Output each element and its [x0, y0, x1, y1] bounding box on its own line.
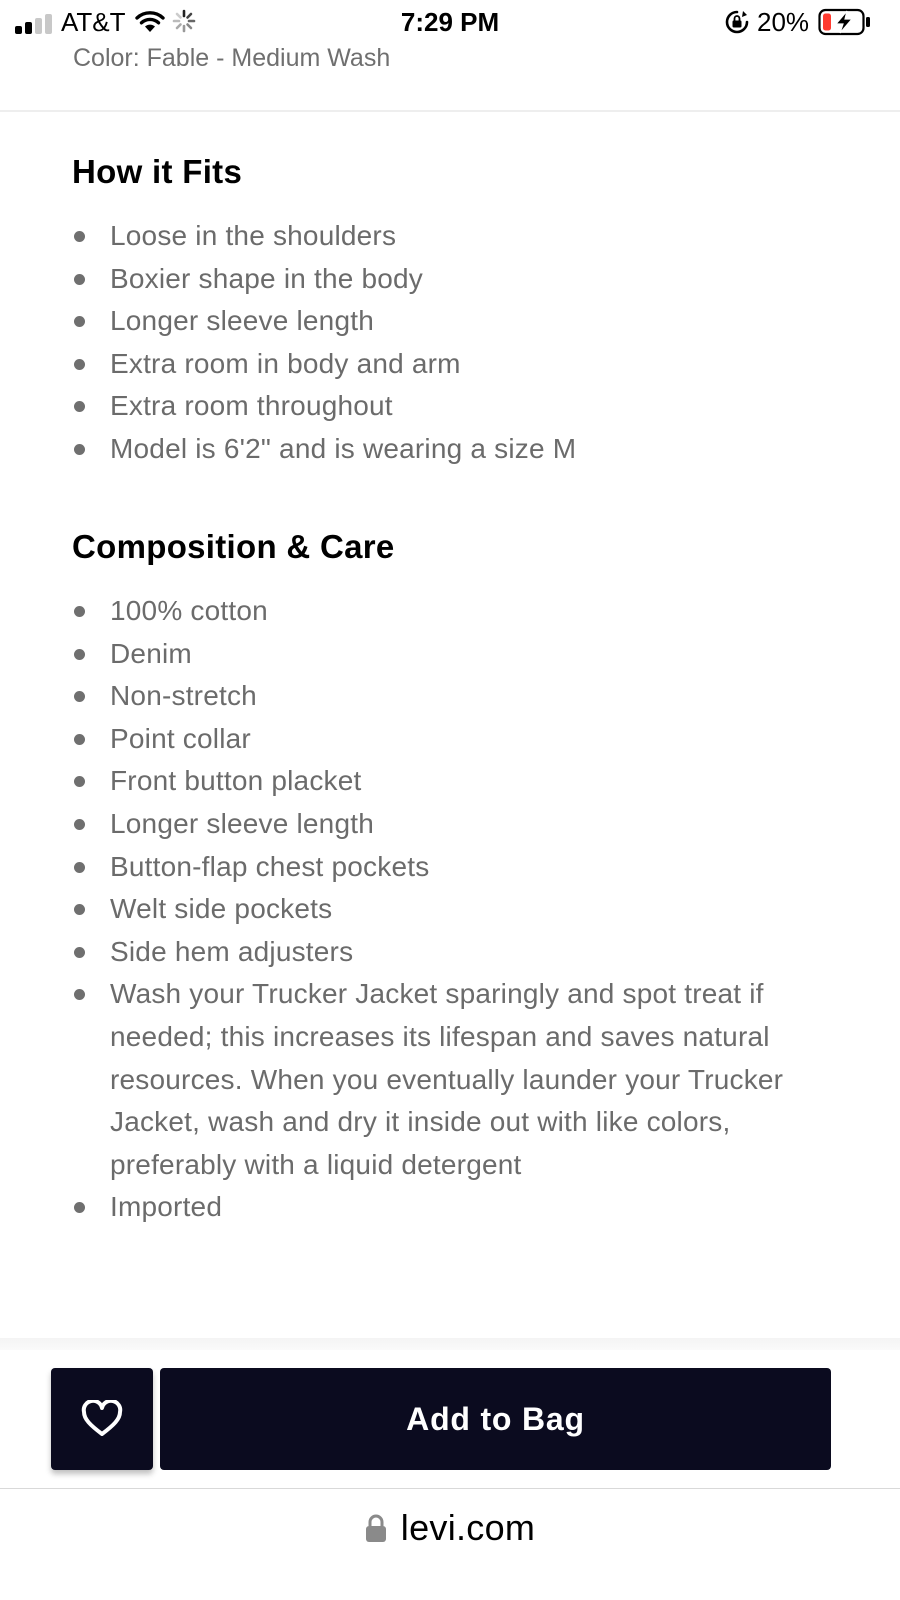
how-it-fits-list: [72, 215, 832, 471]
battery-percentage: 20%: [757, 7, 810, 37]
list-item: Boxier shape in the body: [72, 258, 832, 301]
list-item: Loose in the shoulders: [72, 215, 832, 258]
bullet-icon: [74, 316, 85, 327]
composition-care-list: [72, 590, 832, 1229]
list-item: Welt side pockets: [72, 888, 832, 931]
bullet-icon: [74, 606, 85, 617]
bullet-icon: [74, 904, 85, 915]
composition-care-heading: Composition & Care: [72, 528, 395, 565]
bullet-icon: [74, 231, 85, 242]
bullet-icon: [74, 691, 85, 702]
status-clock: 7:29 PM: [400, 7, 500, 37]
url-text[interactable]: levi.com: [400, 1507, 536, 1548]
list-item: Extra room in body and arm: [72, 343, 832, 386]
browser-url-bar[interactable]: [0, 1488, 900, 1600]
url-display[interactable]: [0, 1507, 900, 1549]
add-to-bag-button[interactable]: Add to Bag: [160, 1368, 831, 1470]
product-color-label: Color: Fable - Medium Wash: [73, 44, 391, 72]
action-bar-divider: [0, 1338, 900, 1350]
bullet-icon: [74, 947, 85, 958]
bullet-icon: [74, 359, 85, 370]
bullet-icon: [74, 649, 85, 660]
list-item: Wash your Trucker Jacket sparingly and spot treat if needed; this increases its lifespan and saves natural resources. When you eventually launder your Trucker Jacket, wash and dry it inside out with like colors, preferably with a liquid detergent: [72, 973, 832, 1186]
list-item: Extra room throughout: [72, 385, 832, 428]
list-item: 100% cotton: [72, 590, 832, 633]
bullet-icon: [74, 776, 85, 787]
list-item: Longer sleeve length: [72, 300, 832, 343]
status-bar: [0, 0, 900, 44]
list-item: Front button placket: [72, 760, 832, 803]
how-it-fits-heading: How it Fits: [72, 153, 243, 190]
lock-icon: [365, 1513, 387, 1543]
heart-icon: [81, 1400, 123, 1438]
bullet-icon: [74, 1202, 85, 1213]
bullet-icon: [74, 734, 85, 745]
list-item: Model is 6'2" and is wearing a size M: [72, 428, 832, 471]
bullet-icon: [74, 989, 85, 1000]
list-item: Non-stretch: [72, 675, 832, 718]
list-item: Button-flap chest pockets: [72, 846, 832, 889]
bullet-icon: [74, 819, 85, 830]
list-item: Imported: [72, 1186, 832, 1229]
bullet-icon: [74, 401, 85, 412]
bullet-icon: [74, 444, 85, 455]
orientation-lock-icon: [724, 9, 750, 35]
list-item: Denim: [72, 633, 832, 676]
favorite-button[interactable]: [51, 1368, 153, 1470]
list-item: Longer sleeve length: [72, 803, 832, 846]
bullet-icon: [74, 862, 85, 873]
list-item: Side hem adjusters: [72, 931, 832, 974]
battery-charging-icon: [818, 8, 872, 36]
list-item: Point collar: [72, 718, 832, 761]
bullet-icon: [74, 274, 85, 285]
section-divider: [0, 110, 900, 112]
carrier-name: AT&T: [61, 7, 126, 37]
